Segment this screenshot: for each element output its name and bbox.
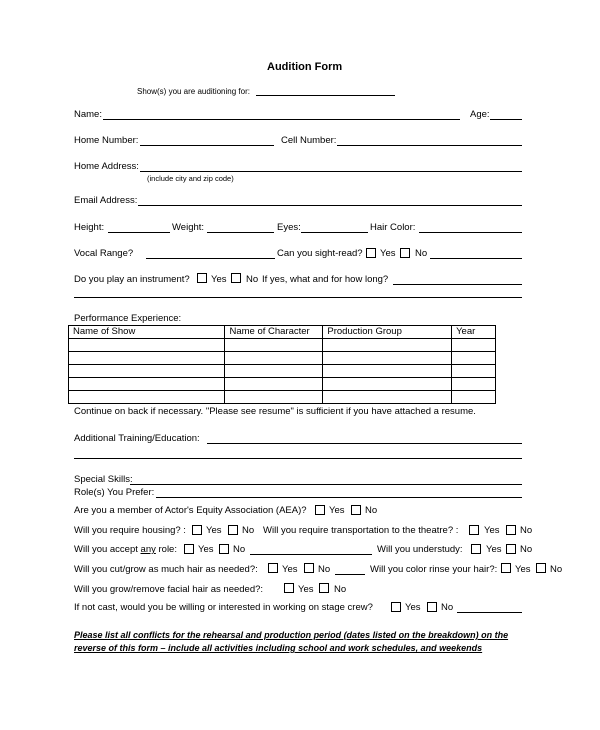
accept-role-no-label: No [233, 544, 246, 555]
instrument-no-label: No [246, 274, 259, 285]
cut-hair-label: Will you cut/grow as much hair as needed?: [74, 564, 258, 575]
instrument-yes-checkbox[interactable] [197, 273, 207, 283]
table-cell[interactable] [323, 352, 452, 365]
home-number-input-line[interactable] [140, 145, 274, 146]
training-label: Additional Training/Education: [74, 433, 200, 444]
home-address-input-line[interactable] [140, 171, 522, 172]
sight-read-yes-checkbox[interactable] [366, 248, 376, 258]
facial-hair-no-checkbox[interactable] [319, 583, 329, 593]
transport-yes-label: Yes [484, 525, 500, 536]
performance-table [68, 325, 496, 404]
table-header-row [69, 326, 496, 339]
header-name-of-character: Name of Character [225, 326, 323, 339]
name-label: Name: [74, 109, 102, 120]
aea-yes-label: Yes [329, 505, 345, 516]
instrument-yes-label: Yes [211, 274, 227, 285]
facial-hair-no-label: No [334, 584, 347, 595]
stage-crew-yes-label: Yes [405, 602, 421, 613]
training-input-line[interactable] [207, 443, 522, 444]
transport-no-checkbox[interactable] [506, 525, 516, 535]
shows-input-line[interactable] [256, 95, 395, 96]
transport-no-label: No [520, 525, 533, 536]
accept-role-any: any [140, 544, 156, 555]
stage-crew-label: If not cast, would you be willing or interested in working on stage crew? [74, 602, 373, 613]
special-skills-label: Special Skills: [74, 474, 133, 485]
table-cell[interactable] [452, 352, 496, 365]
age-label: Age: [470, 109, 490, 120]
table-cell[interactable] [225, 365, 323, 378]
aea-yes-checkbox[interactable] [315, 505, 325, 515]
sight-read-label: Can you sight-read? [277, 248, 363, 259]
transport-yes-checkbox[interactable] [469, 525, 479, 535]
table-cell[interactable] [225, 339, 323, 352]
cut-hair-yes-checkbox[interactable] [268, 563, 278, 573]
hair-color-label: Hair Color: [370, 222, 416, 233]
table-row[interactable] [69, 352, 496, 365]
aea-label: Are you a member of Actor's Equity Association (AEA)? [74, 505, 307, 516]
table-cell[interactable] [452, 339, 496, 352]
stage-crew-no-checkbox[interactable] [427, 602, 437, 612]
table-cell[interactable] [69, 378, 225, 391]
home-address-label: Home Address: [74, 161, 139, 172]
table-cell[interactable] [225, 378, 323, 391]
sight-read-no-label: No [415, 248, 428, 259]
height-input-line[interactable] [108, 232, 170, 233]
table-cell[interactable] [452, 365, 496, 378]
table-row[interactable] [69, 365, 496, 378]
age-input-line[interactable] [490, 119, 522, 120]
housing-label: Will you require housing? : [74, 525, 186, 536]
understudy-no-label: No [520, 544, 533, 555]
aea-no-checkbox[interactable] [351, 505, 361, 515]
color-rinse-label: Will you color rinse your hair?: [370, 564, 498, 575]
conflicts-note-line-1: Please list all conflicts for the rehearsal and production period (dates listed on the breakdown) on the [74, 630, 509, 640]
header-year: Year [452, 326, 496, 339]
vocal-range-label: Vocal Range? [74, 248, 134, 259]
cut-hair-no-checkbox[interactable] [304, 563, 314, 573]
housing-no-checkbox[interactable] [228, 525, 238, 535]
understudy-yes-checkbox[interactable] [471, 544, 481, 554]
table-cell[interactable] [452, 378, 496, 391]
cut-hair-yes-label: Yes [282, 564, 298, 575]
email-label: Email Address: [74, 195, 138, 206]
weight-input-line[interactable] [207, 232, 274, 233]
form-title: Audition Form [267, 61, 343, 73]
color-rinse-yes-checkbox[interactable] [501, 563, 511, 573]
performance-label: Performance Experience: [74, 313, 182, 324]
sight-read-input-line[interactable] [430, 258, 522, 259]
sight-read-yes-label: Yes [380, 248, 396, 259]
facial-hair-yes-checkbox[interactable] [284, 583, 294, 593]
cell-number-label: Cell Number: [281, 135, 337, 146]
table-cell[interactable] [225, 391, 323, 404]
shows-label: Show(s) you are auditioning for: [137, 87, 250, 96]
special-skills-input-line[interactable] [130, 484, 522, 485]
color-rinse-yes-label: Yes [515, 564, 531, 575]
stage-crew-input-line[interactable] [457, 612, 522, 613]
sight-read-no-checkbox[interactable] [400, 248, 410, 258]
address-note: (include city and zip code) [147, 174, 234, 183]
table-cell[interactable] [323, 365, 452, 378]
instrument-input-line-2[interactable] [74, 297, 522, 298]
table-cell[interactable] [452, 391, 496, 404]
understudy-yes-label: Yes [486, 544, 502, 555]
housing-yes-checkbox[interactable] [192, 525, 202, 535]
table-cell[interactable] [69, 352, 225, 365]
instrument-input-line[interactable] [393, 284, 522, 285]
eyes-label: Eyes: [277, 222, 301, 233]
table-row[interactable] [69, 339, 496, 352]
cut-hair-input-line[interactable] [335, 574, 365, 575]
instrument-label: Do you play an instrument? [74, 274, 190, 285]
accept-role-pre: Will you accept [74, 544, 138, 555]
instrument-followup-label: If yes, what and for how long? [262, 274, 389, 285]
continue-note: Continue on back if necessary. "Please see resume" is sufficient if you have attached a resume. [74, 406, 476, 417]
table-cell[interactable] [69, 339, 225, 352]
table-row[interactable] [69, 378, 496, 391]
table-cell[interactable] [69, 391, 225, 404]
conflicts-note-line-2: reverse of this form – include all activities including school and work schedules, and weekends [74, 643, 483, 653]
facial-hair-label: Will you grow/remove facial hair as needed?: [74, 584, 264, 595]
stage-crew-no-label: No [441, 602, 454, 613]
table-cell[interactable] [69, 365, 225, 378]
roles-input-line[interactable] [156, 497, 522, 498]
weight-label: Weight: [172, 222, 205, 233]
table-cell[interactable] [323, 378, 452, 391]
color-rinse-no-label: No [550, 564, 563, 575]
table-cell[interactable] [323, 391, 452, 404]
accept-role-yes-checkbox[interactable] [184, 544, 194, 554]
accept-role-no-checkbox[interactable] [219, 544, 229, 554]
table-cell[interactable] [225, 352, 323, 365]
eyes-input-line[interactable] [301, 232, 368, 233]
understudy-label: Will you understudy: [377, 544, 463, 555]
header-production-group: Production Group [323, 326, 452, 339]
facial-hair-yes-label: Yes [298, 584, 314, 595]
aea-no-label: No [365, 505, 378, 516]
name-input-line[interactable] [103, 119, 460, 120]
home-number-label: Home Number: [74, 135, 139, 146]
vocal-range-input-line[interactable] [146, 258, 275, 259]
housing-yes-label: Yes [206, 525, 222, 536]
accept-role-input-line[interactable] [250, 554, 372, 555]
instrument-no-checkbox[interactable] [231, 273, 241, 283]
accept-role-post: role: [158, 544, 177, 555]
email-input-line[interactable] [138, 205, 522, 206]
height-label: Height: [74, 222, 105, 233]
cut-hair-no-label: No [318, 564, 331, 575]
table-row[interactable] [69, 391, 496, 404]
hair-color-input-line[interactable] [419, 232, 522, 233]
roles-label: Role(s) You Prefer: [74, 487, 155, 498]
accept-role-yes-label: Yes [198, 544, 214, 555]
transport-label: Will you require transportation to the theatre? : [263, 525, 459, 536]
housing-no-label: No [242, 525, 255, 536]
color-rinse-no-checkbox[interactable] [536, 563, 546, 573]
accept-role-label [74, 544, 177, 556]
cell-number-input-line[interactable] [337, 145, 522, 146]
training-input-line-2[interactable] [74, 458, 522, 459]
header-name-of-show: Name of Show [69, 326, 225, 339]
understudy-no-checkbox[interactable] [506, 544, 516, 554]
stage-crew-yes-checkbox[interactable] [391, 602, 401, 612]
table-cell[interactable] [323, 339, 452, 352]
